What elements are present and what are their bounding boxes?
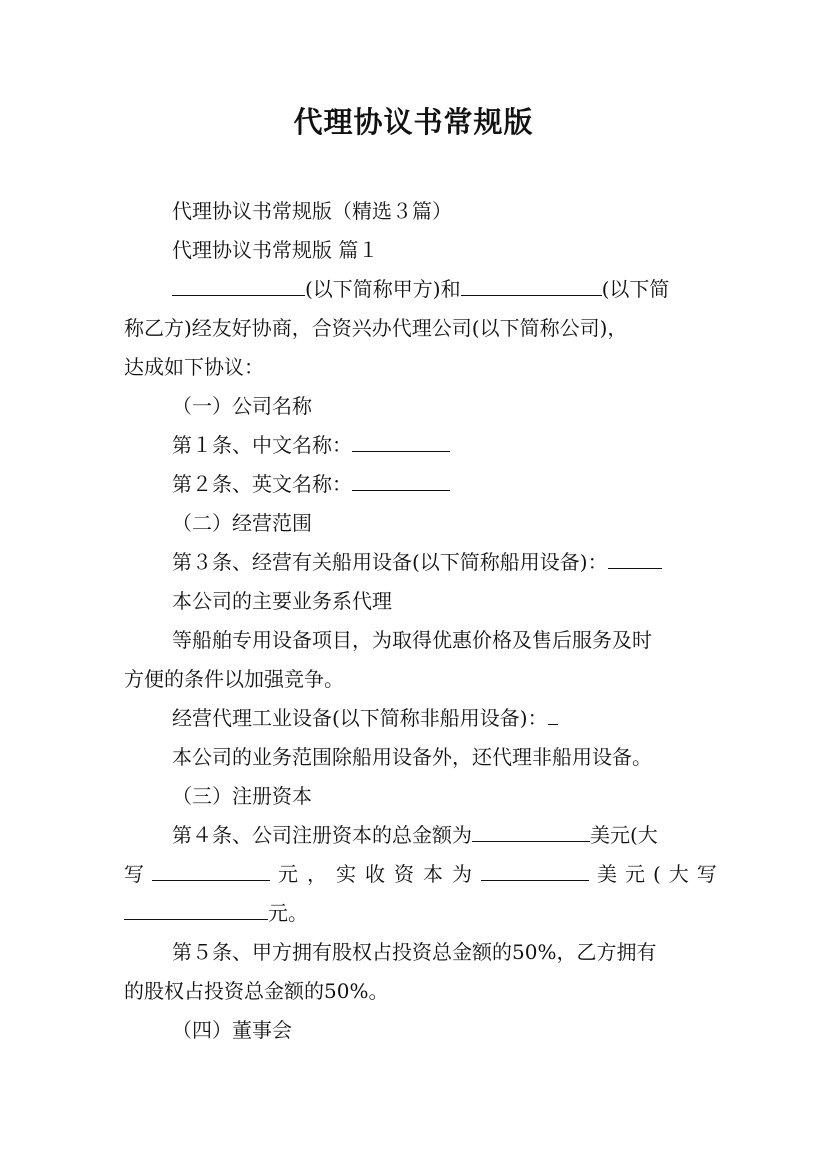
- article-3-line5: [172, 706, 558, 730]
- blank-field-paid-in-capital-words: [124, 901, 268, 920]
- article-4-line3: [124, 901, 308, 925]
- blank-field-total-capital-words: [152, 862, 270, 881]
- article-5-line1: 第５条、甲方拥有股权占投资总金额的50%，乙方拥有: [172, 940, 657, 964]
- article-2: [172, 472, 450, 496]
- text-fragment: 美元(大: [590, 823, 658, 847]
- article-3-line2: 本公司的主要业务系代理: [172, 589, 392, 613]
- article-1: [172, 433, 450, 457]
- article-4-line2: [124, 862, 725, 886]
- article-3-line4: 方便的条件以加强竞争。: [124, 667, 344, 691]
- text-fragment: 第４条、公司注册资本的总金额为: [172, 823, 472, 847]
- part-heading: 代理协议书常规版 篇１: [172, 238, 379, 262]
- text-fragment: (以下简: [601, 277, 670, 301]
- section-heading-business-scope: （二）经营范围: [172, 511, 312, 535]
- article-3-line3: 等船舶专用设备项目，为取得优惠价格及售后服务及时: [172, 628, 652, 652]
- document-subtitle: 代理协议书常规版（精选３篇）: [172, 199, 452, 223]
- text-fragment: 元。: [268, 901, 308, 925]
- blank-field-total-capital: [472, 823, 590, 842]
- blank-field-english-name: [352, 472, 450, 491]
- text-fragment: 第１条、中文名称：: [172, 433, 352, 457]
- text-fragment: 第２条、英文名称：: [172, 472, 352, 496]
- section-heading-board: （四）董事会: [172, 1018, 292, 1042]
- document-title: 代理协议书常规版: [293, 105, 534, 139]
- blank-field-party-b: [461, 277, 602, 296]
- blank-field-chinese-name: [352, 433, 450, 452]
- paragraph-parties-line2: 称乙方)经友好协商，合资兴办代理公司(以下简称公司)，: [124, 316, 628, 340]
- blank-field-marine-equipment: [608, 550, 662, 569]
- text-fragment: (以下简称甲方)和: [305, 277, 461, 301]
- article-3-line1: [172, 550, 662, 574]
- section-heading-registered-capital: （三）注册资本: [172, 784, 312, 808]
- blank-field-party-a: [172, 277, 305, 296]
- text-fragment: 美元(大写: [597, 862, 725, 886]
- blank-field-industrial-equipment: [548, 706, 558, 725]
- paragraph-parties-line1: [172, 277, 669, 301]
- text-fragment: 元，实收资本为: [278, 862, 481, 886]
- blank-field-paid-in-capital: [481, 862, 589, 881]
- text-fragment: 第３条、经营有关船用设备(以下简称船用设备)：: [172, 550, 608, 574]
- text-fragment: 经营代理工业设备(以下简称非船用设备)：: [172, 706, 548, 730]
- paragraph-parties-line3: 达成如下协议：: [124, 355, 264, 379]
- section-heading-company-name: （一）公司名称: [172, 394, 312, 418]
- article-5-line2: 的股权占投资总金额的50%。: [124, 979, 389, 1003]
- article-4-line1: [172, 823, 658, 847]
- article-3-line6: 本公司的业务范围除船用设备外，还代理非船用设备。: [172, 745, 652, 769]
- text-fragment: 写: [124, 862, 144, 886]
